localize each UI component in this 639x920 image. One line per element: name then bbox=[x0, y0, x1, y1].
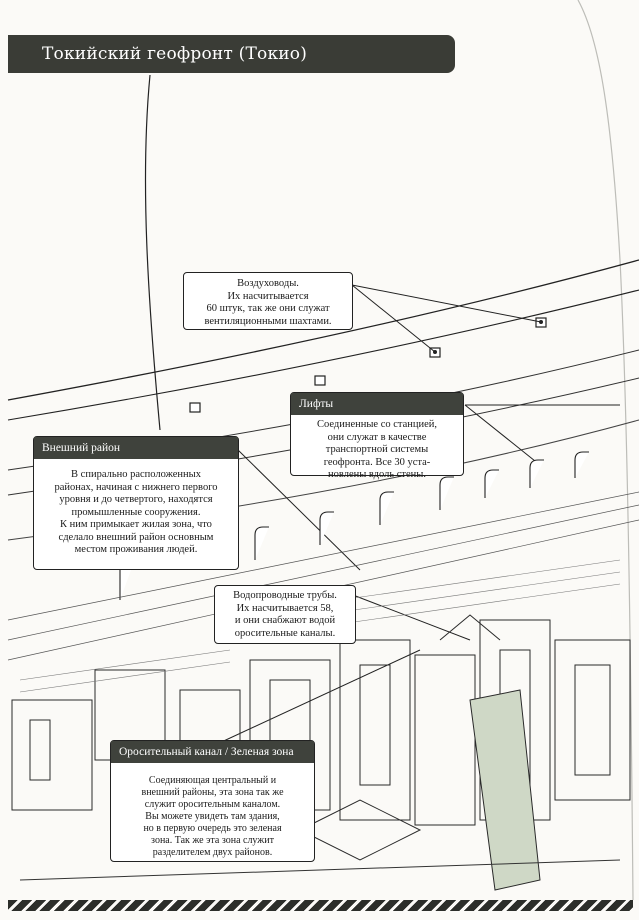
irrigation-title: Оросительный канал / Зеленая зона bbox=[111, 741, 314, 763]
outer-district-callout bbox=[33, 436, 239, 570]
outer-district-title: Внешний район bbox=[34, 437, 238, 459]
air-ducts-callout bbox=[183, 272, 353, 330]
outer-district-text: В спирально расположенных районах, начиная с нижнего первого уровня и до четвертого, находятся промышленные сооружения. К ним примыкает жилая зона, что сделало внешний район основным местом проживания людей. bbox=[54, 469, 218, 555]
air-ducts-text: Воздуховоды. Их насчитывается 60 штук, так же они служат вентиляционными шахтами. bbox=[204, 278, 332, 327]
water-pipes-callout bbox=[214, 585, 356, 644]
page-title: Токийский геофронт (Токио) bbox=[8, 35, 455, 73]
footer-stripe bbox=[8, 900, 633, 911]
irrigation-text: Соединяющая центральный и внешний районы, эта зона так же служит оросительным каналом. Вы можете увидеть там здания, но в первую очередь это зеленая зона. Так же эта зона служит разделителем двух районов. bbox=[141, 775, 284, 858]
elevators-text: Соединенные со станцией, они служат в качестве транспортной системы геофронта. Все 30 уста- новлены вдоль стены. bbox=[316, 419, 438, 480]
elevators-title: Лифты bbox=[291, 393, 463, 415]
elevators-callout bbox=[290, 392, 464, 480]
irrigation-callout bbox=[110, 740, 315, 862]
water-pipes-text: Водопроводные трубы. Их насчитывается 58, и они снабжают водой оросительные каналы. bbox=[233, 590, 337, 639]
